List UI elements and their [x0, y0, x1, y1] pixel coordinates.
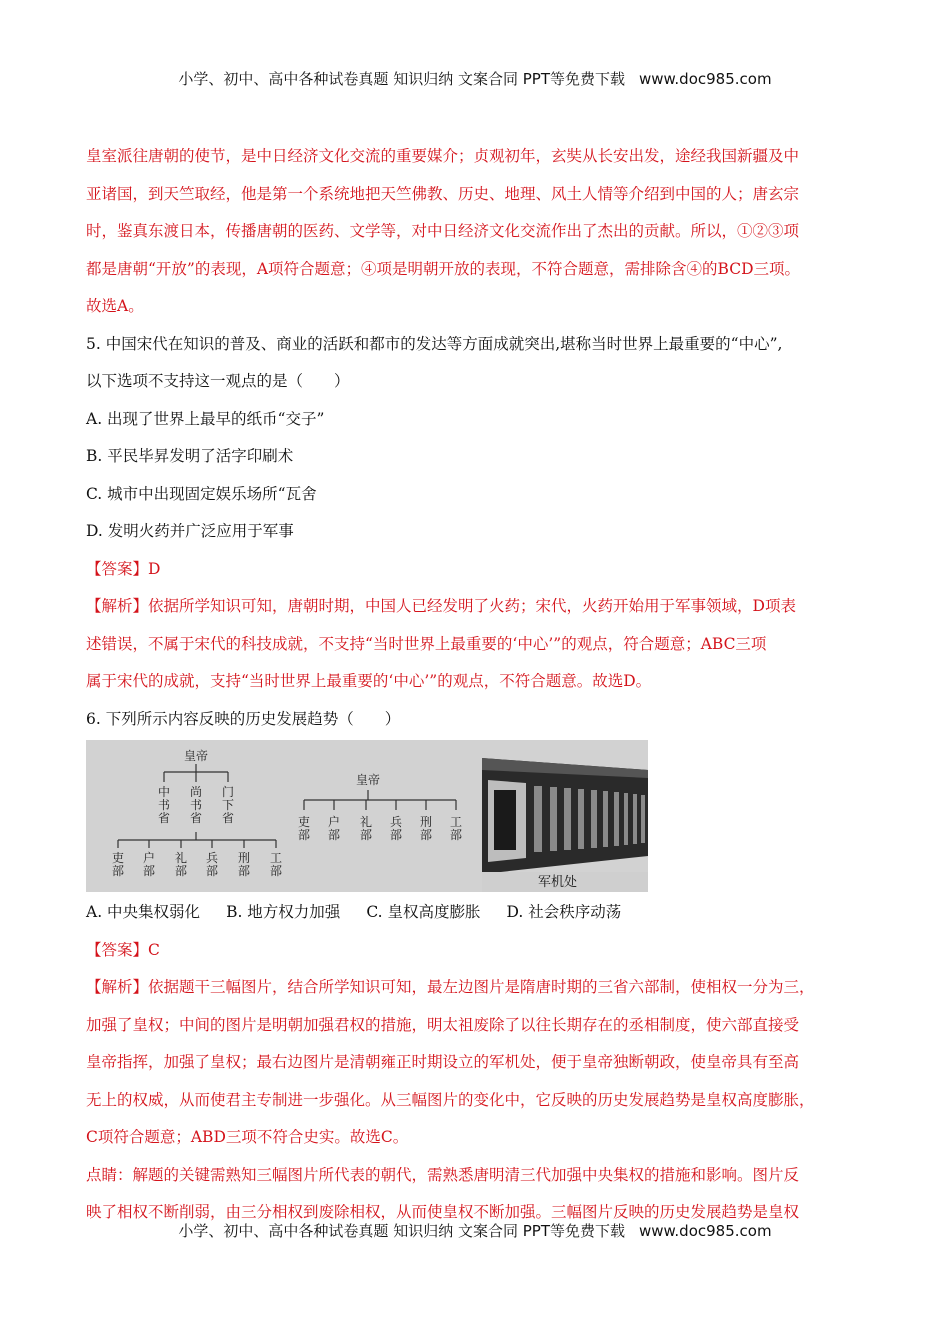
- q5-option-d: D. 发明火药并广泛应用于军事: [86, 522, 294, 540]
- fig-vert-label: 吏部: [298, 815, 311, 842]
- prev-line: 时，鉴真东渡日本，传播唐朝的医药、文学等，对中日经济文化交流作出了杰出的贡献。所以，①②③项: [86, 222, 800, 240]
- middle-emperor-label: 皇帝: [356, 773, 381, 787]
- answer-value: D: [148, 559, 161, 578]
- answer-tag: 【答案】: [86, 940, 149, 959]
- prev-explanation: [86, 138, 866, 326]
- analysis-line: 加强了皇权；中间的图片是明朝加强君权的措施，明太祖废除了以往长期存在的丞相制度，使六部直接受: [86, 1015, 800, 1034]
- left-mid-labels: [158, 784, 234, 825]
- question-5: [86, 326, 866, 701]
- q5-analysis: [86, 588, 866, 701]
- analysis-tag: 【解析】: [86, 597, 149, 615]
- question-6: [86, 701, 866, 1232]
- analysis-tag: 【解析】: [86, 978, 149, 996]
- q5-option-b: B. 平民毕昇发明了活字印刷术: [86, 447, 294, 465]
- fig-vert-label: 刑部: [420, 815, 433, 842]
- page-footer: [0, 1220, 950, 1241]
- q5-stem: 5. 中国宋代在知识的普及、商业的活跃和都市的发达等方面成就突出,堪称当时世界上最重要的“中心”,: [86, 334, 783, 353]
- q5-option-c: C. 城市中出现固定娱乐场所“瓦舍: [86, 484, 317, 503]
- q5-stem: 以下选项不支持这一观点的是（ ）: [86, 372, 350, 390]
- prev-line: 都是唐朝“开放”的表现，A项符合题意；④项是明朝开放的表现，不符合题意，需排除含④的BCD三项。: [86, 259, 801, 278]
- fig-vert-label: 吏部: [112, 851, 125, 878]
- analysis-line: 无上的权威，从而使君主专制进一步强化。从三幅图片的变化中，它反映的历史发展趋势是皇权高度膨胀，: [86, 1090, 815, 1109]
- analysis-line: 皇帝指挥，加强了皇权；最右边图片是清朝雍正时期设立的军机处，便于皇帝独断朝政，使皇帝具有至高: [86, 1053, 800, 1071]
- analysis-line: 依据题干三幅图片，结合所学知识可知，最左边图片是隋唐时期的三省六部制，使相权一分为三，: [148, 978, 815, 996]
- page-header: [0, 68, 950, 89]
- q6-stem: 6. 下列所示内容反映的历史发展趋势（ ）: [86, 709, 401, 728]
- fig-vert-label: 门下省: [222, 785, 235, 825]
- comment-line: 映了相权不断削弱，由三分相权到废除相权，从而使皇权不断加强。三幅图片反映的历史发展趋势是皇权: [86, 1203, 800, 1221]
- left-emperor-label: 皇帝: [184, 749, 209, 763]
- fig-vert-label: 尚书省: [190, 785, 203, 825]
- prev-line: 亚诸国，到天竺取经，他是第一个系统地把天竺佛教、历史、地理、风土人情等介绍到中国的人；唐玄宗: [86, 184, 800, 203]
- analysis-line: 述错误，不属于宋代的科技成就，不支持“当时世界上最重要的‘中心’”的观点，符合题意；ABC三项: [86, 634, 767, 653]
- q6-option-a: A. 中央集权弱化: [86, 903, 201, 921]
- fig-vert-label: 兵部: [390, 815, 403, 842]
- grand-council-caption: 军机处: [538, 875, 578, 890]
- fig-vert-label: 礼部: [360, 815, 373, 842]
- fig-vert-label: 户部: [143, 851, 156, 878]
- analysis-line: 属于宋代的成就，支持“当时世界上最重要的‘中心’”的观点，不符合题意。故选D。: [86, 672, 652, 690]
- fig-vert-label: 工部: [270, 851, 283, 878]
- fig-vert-label: 户部: [328, 815, 341, 842]
- footer-text: 小学、初中、高中各种试卷真题 知识归纳 文案合同 PPT等免费下载: [178, 1222, 625, 1240]
- q6-analysis: [86, 969, 866, 1157]
- q6-option-c: C. 皇权高度膨胀: [366, 903, 481, 921]
- answer-value: C: [148, 940, 160, 959]
- prev-line: 故选A。: [86, 297, 144, 315]
- fig-vert-label: 礼部: [175, 851, 188, 878]
- q6-option-d: D. 社会秩序动荡: [506, 903, 622, 921]
- comment-line: 点睛：解题的关键需熟知三幅图片所代表的朝代，需熟悉唐明清三代加强中央集权的措施和影响。图片反: [86, 1165, 800, 1184]
- footer-url[interactable]: www.doc985.com: [638, 1222, 772, 1240]
- q5-option-a: A. 出现了世界上最早的纸币“交子”: [86, 409, 325, 428]
- q6-options: [86, 894, 866, 932]
- prev-line: 皇室派往唐朝的使节，是中日经济文化交流的重要媒介；贞观初年，玄奘从长安出发，途经我国新疆及中: [86, 147, 800, 165]
- header-url[interactable]: www.doc985.com: [638, 70, 772, 88]
- q5-answer: [86, 551, 866, 589]
- fig-vert-label: 工部: [450, 815, 463, 842]
- fig-vert-label: 兵部: [206, 851, 219, 878]
- document-body: [86, 138, 866, 1232]
- q6-option-b: B. 地方权力加强: [226, 903, 341, 921]
- analysis-line: C项符合题意；ABD三项不符合史实。故选C。: [86, 1128, 409, 1146]
- answer-tag: 【答案】: [86, 559, 149, 578]
- analysis-line: 依据所学知识可知，唐朝时期，中国人已经发明了火药；宋代，火药开始用于军事领域，D项表: [148, 597, 796, 615]
- header-text: 小学、初中、高中各种试卷真题 知识归纳 文案合同 PPT等免费下载: [178, 70, 625, 88]
- q6-figure-image: [86, 740, 648, 892]
- fig-vert-label: 刑部: [238, 851, 251, 878]
- fig-vert-label: 中书省: [158, 785, 171, 825]
- q6-answer: [86, 932, 866, 970]
